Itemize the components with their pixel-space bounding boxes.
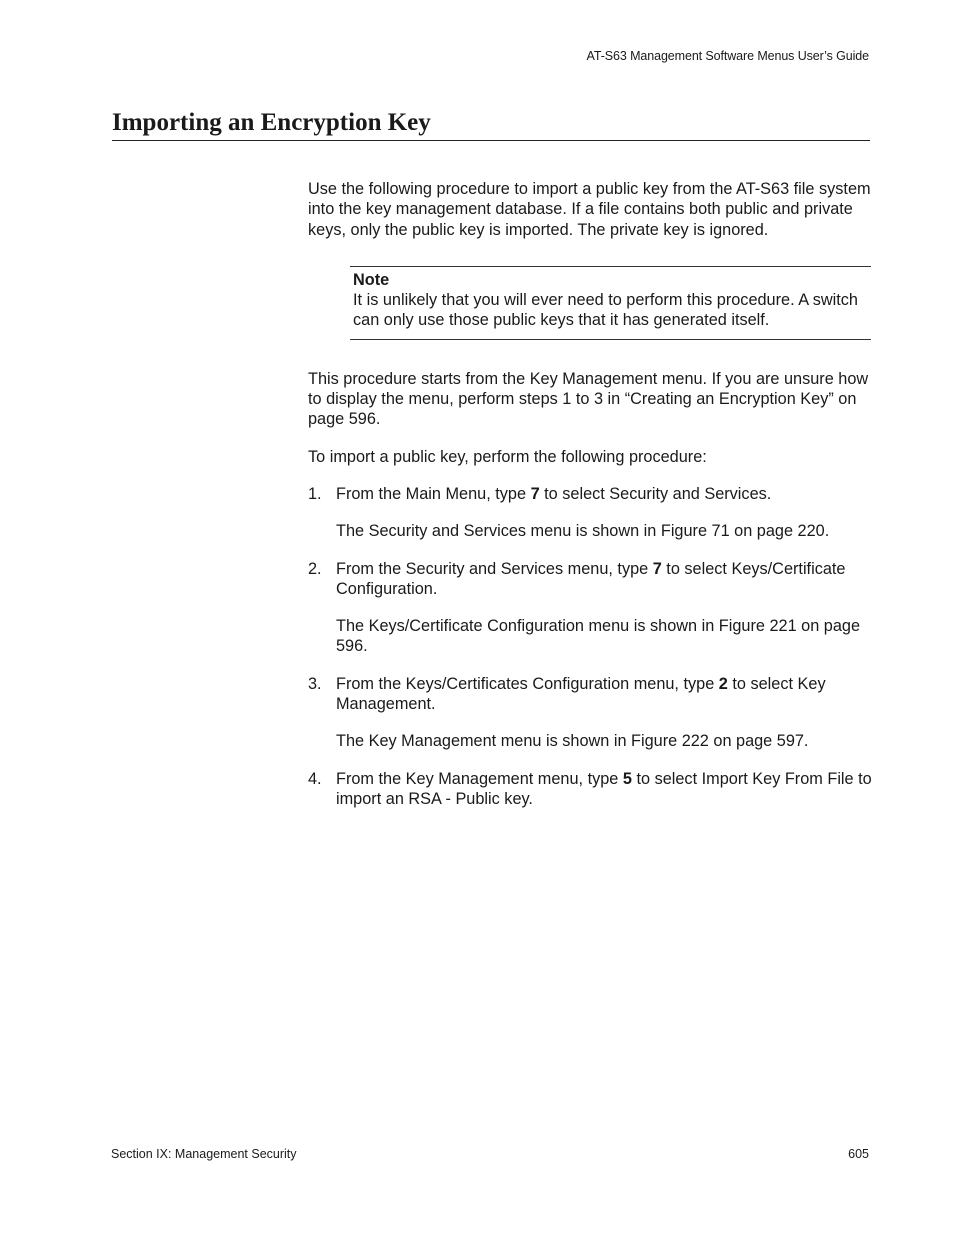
section-title: Importing an Encryption Key (112, 109, 431, 136)
step-result: The Security and Services menu is shown in Figure 71 on page 220. (336, 522, 830, 541)
step-number: 3. (308, 674, 322, 693)
step-text: to select Import Key From File to import an RSA - Public key. (336, 769, 872, 808)
start-paragraph: This procedure starts from the Key Management menu. If you are unsure how to display the menu, perform steps 1 to 3 in “Creating an Encryption Key” on page 596. (308, 369, 869, 429)
step-instruction (336, 674, 873, 715)
step-3 (308, 674, 873, 752)
step-number: 2. (308, 559, 322, 578)
step-result: The Keys/Certificate Configuration menu is shown in Figure 221 on page 596. (336, 617, 861, 656)
step-instruction (336, 769, 873, 810)
note-text: It is unlikely that you will ever need to perform this procedure. A switch can only use those public keys that it has generated itself. (353, 291, 858, 330)
step-text: to select Key Management. (336, 674, 826, 714)
note-label: Note (353, 270, 390, 289)
step-key: 2 (718, 674, 728, 693)
step-instruction (336, 559, 873, 600)
step-key: 7 (652, 559, 662, 578)
step-2 (308, 559, 873, 657)
step-text: to select Keys/Certificate Configuration. (336, 559, 846, 598)
step-text: From the Keys/Certificates Configuration menu, type (336, 674, 719, 693)
step-1 (308, 484, 873, 542)
body-content (308, 179, 873, 826)
procedure-steps (308, 484, 873, 809)
step-text: to select Security and Services. (539, 484, 772, 503)
step-key: 7 (530, 484, 540, 503)
title-rule (112, 140, 870, 141)
step-number: 4. (308, 769, 322, 788)
note-box (350, 266, 871, 340)
step-instruction (336, 484, 873, 504)
step-number: 1. (308, 484, 322, 503)
step-text: From the Main Menu, type (336, 484, 531, 503)
step-4 (308, 769, 873, 810)
footer-section: Section IX: Management Security (111, 1147, 297, 1161)
step-text: From the Key Management menu, type (336, 769, 623, 788)
page-number: 605 (848, 1147, 869, 1161)
running-header: AT-S63 Management Software Menus User’s Guide (586, 49, 869, 63)
step-result: The Key Management menu is shown in Figure 222 on page 597. (336, 732, 809, 751)
step-text: From the Security and Services menu, type (336, 559, 653, 578)
lead-paragraph: To import a public key, perform the following procedure: (308, 447, 707, 466)
step-key: 5 (622, 769, 632, 788)
intro-paragraph: Use the following procedure to import a public key from the AT-S63 file system into the key management database. If a file contains both public and private keys, only the public key is imported. The private key is ignored. (308, 180, 871, 239)
